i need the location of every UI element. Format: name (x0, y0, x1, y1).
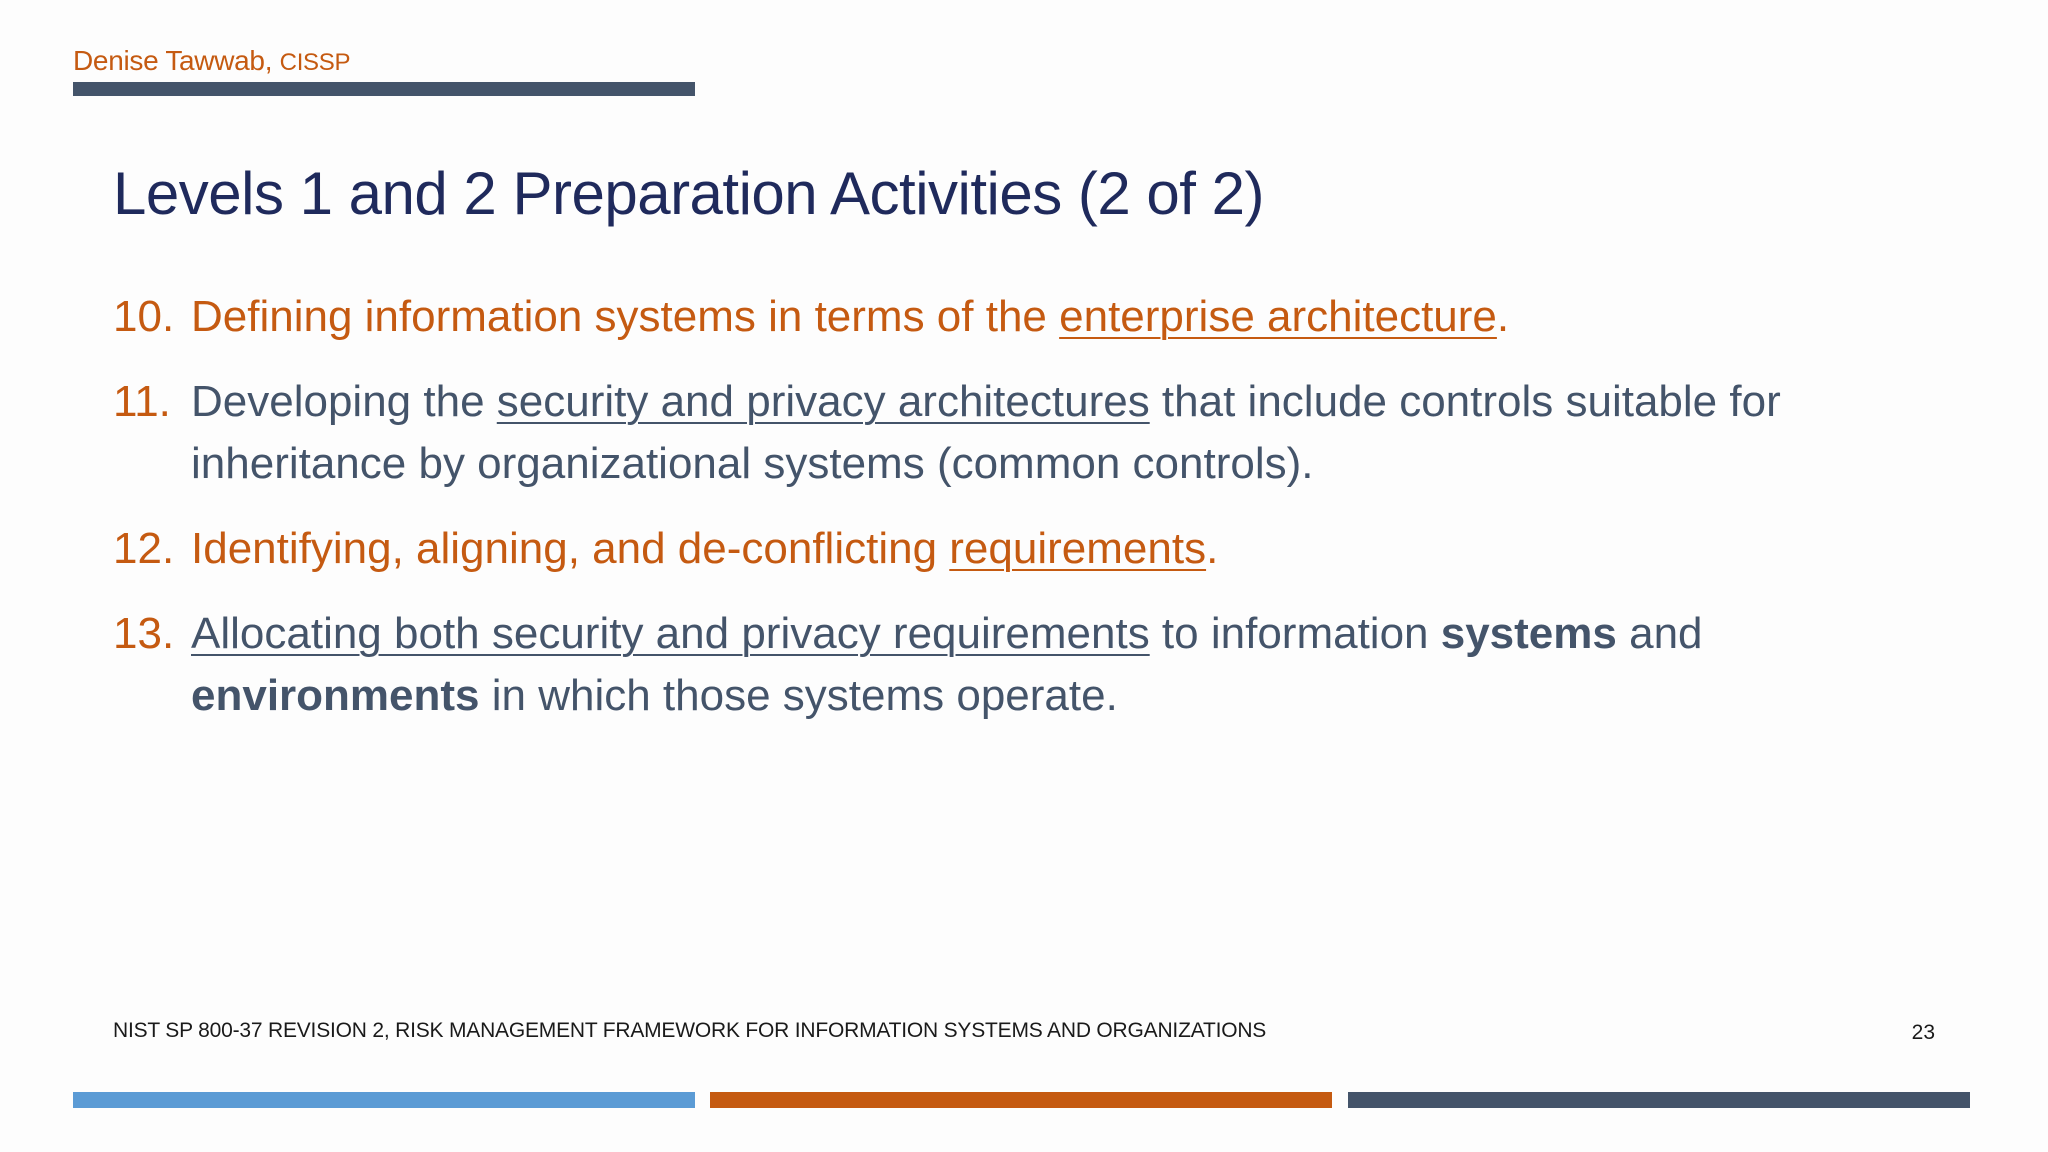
item-text: Defining information systems in terms of the (191, 292, 1060, 341)
footer-source: NIST SP 800-37 REVISION 2, RISK MANAGEMENT FRAMEWORK FOR INFORMATION SYSTEMS AND ORGANIZATIONS (113, 1019, 1267, 1042)
underlined-term: security and privacy architectures (496, 377, 1150, 426)
item-number: 12. (113, 524, 175, 573)
page-number: 23 (1911, 1021, 1935, 1044)
underlined-term: Allocating both security and privacy requirements (191, 609, 1150, 658)
footer-bar-orange (710, 1092, 1332, 1108)
author-name (73, 44, 350, 80)
list-item (113, 603, 1993, 727)
item-text-continuation: inheritance by organizational systems (common controls). (191, 439, 1314, 488)
item-number: 11. (113, 377, 171, 426)
underlined-term: enterprise architecture (1059, 292, 1497, 341)
underlined-term: requirements (949, 524, 1207, 573)
author-credential: CISSP (279, 49, 351, 76)
bold-term: environments (191, 671, 480, 720)
item-text: . (1496, 292, 1510, 341)
item-text: Developing the (191, 377, 497, 426)
item-number: 13. (113, 609, 175, 658)
item-text: and (1616, 609, 1703, 658)
item-text: to information (1149, 609, 1441, 658)
header-divider-bar (73, 82, 695, 96)
bold-term: systems (1440, 609, 1617, 658)
footer-bar-slate (1348, 1092, 1970, 1108)
list-item (113, 371, 1993, 495)
item-text: . (1206, 524, 1219, 573)
item-number: 10. (113, 292, 175, 341)
item-text-continuation: in which those systems operate. (479, 671, 1118, 720)
footer-bar-blue (73, 1092, 695, 1108)
author-name-text: Denise Tawwab, (73, 45, 273, 76)
activity-list (113, 286, 1993, 750)
item-text: Identifying, aligning, and de-conflicting (191, 524, 950, 573)
list-item (113, 286, 1993, 348)
slide-title: Levels 1 and 2 Preparation Activities (2 of 2) (113, 160, 1264, 227)
list-item (113, 518, 1993, 580)
item-text: that include controls suitable for (1149, 377, 1781, 426)
